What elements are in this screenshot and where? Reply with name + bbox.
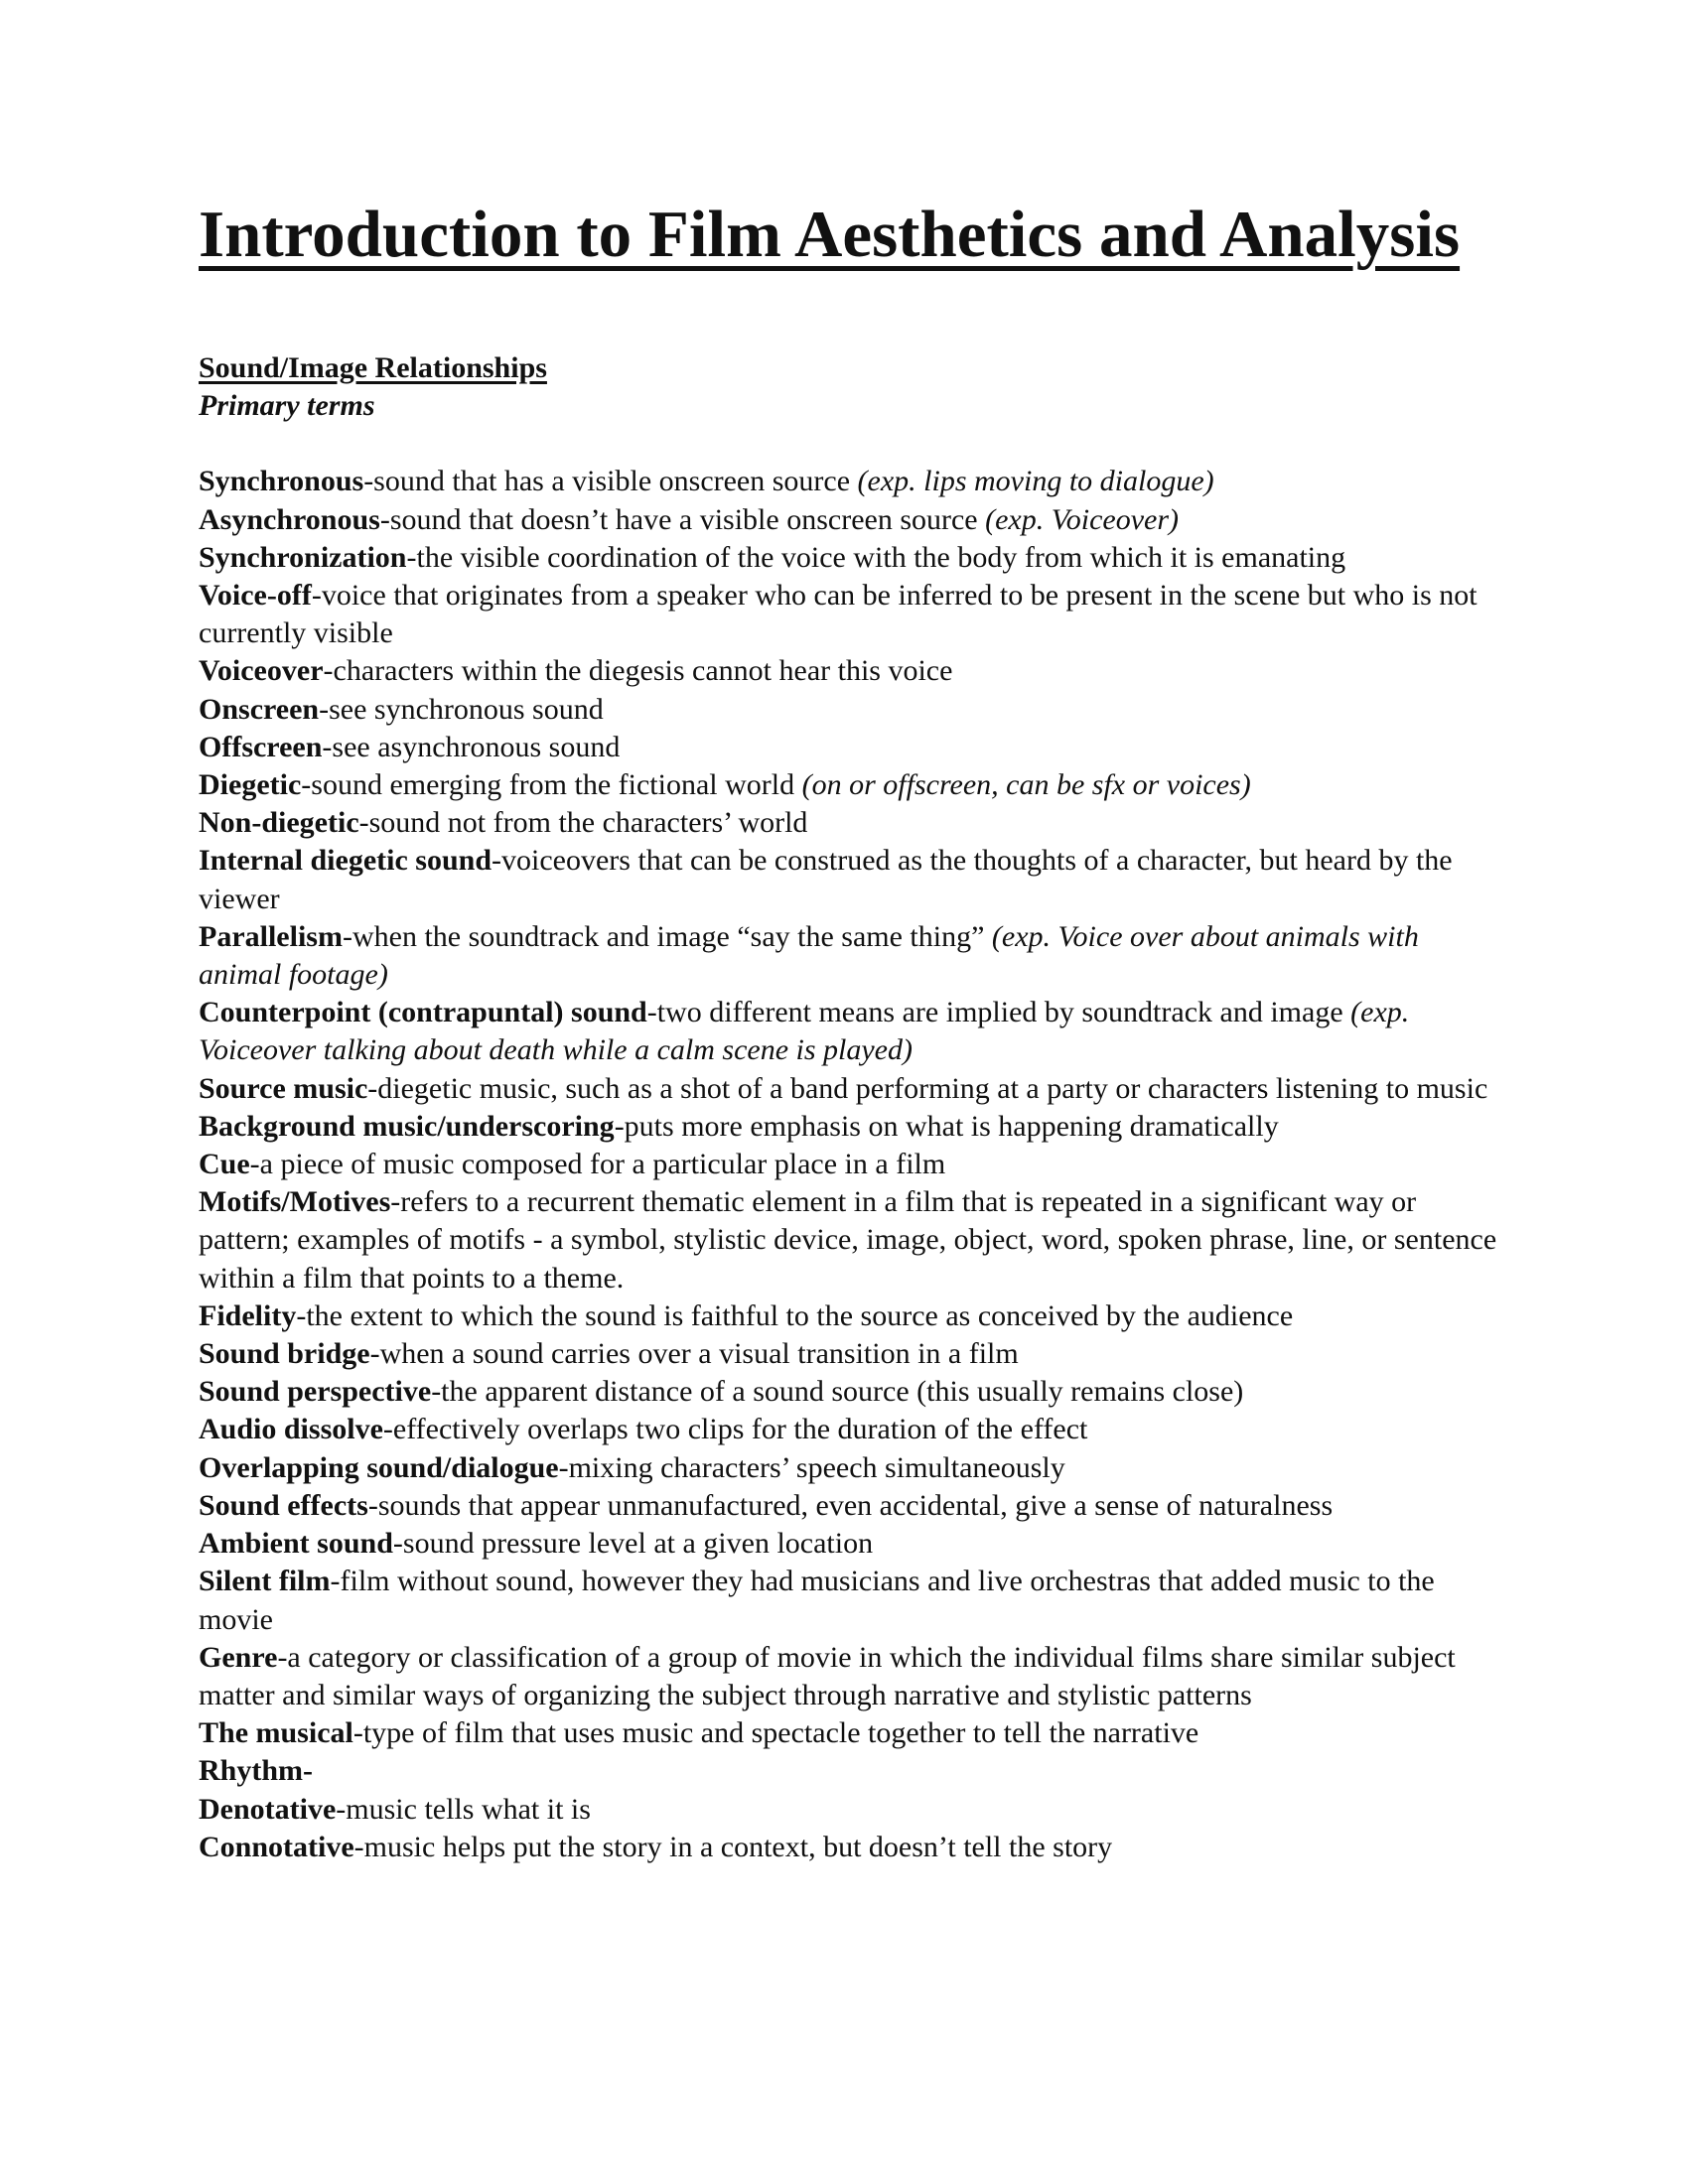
glossary-term: Overlapping sound/dialogue xyxy=(199,1450,559,1484)
glossary-entry xyxy=(199,1070,1499,1108)
glossary-term: Synchronous xyxy=(199,465,364,498)
glossary-term: Counterpoint (contrapuntal) sound xyxy=(199,996,647,1029)
glossary-definition: -sounds that appear unmanufactured, even accidental, give a sense of naturalness xyxy=(367,1488,1334,1522)
glossary-definition: -sound that doesn’t have a visible onscreen source xyxy=(379,502,986,536)
glossary-definition: -sound that has a visible onscreen source xyxy=(363,465,858,498)
glossary-definition: -when a sound carries over a visual transition in a film xyxy=(369,1337,1019,1371)
glossary-entry xyxy=(199,1335,1499,1373)
glossary-entry xyxy=(199,1639,1499,1714)
glossary-definition: -sound not from the characters’ world xyxy=(358,806,808,840)
glossary-entry xyxy=(199,1563,1499,1638)
glossary-term: Asynchronous xyxy=(199,502,380,536)
glossary-example: (exp. Voiceover talking about death while a calm scene is played) xyxy=(199,996,1410,1067)
glossary-definition: -sound pressure level at a given location xyxy=(392,1527,874,1561)
glossary-term: Diegetic xyxy=(199,768,302,802)
glossary-entry xyxy=(199,463,1499,500)
glossary-definition: -see synchronous sound xyxy=(319,692,604,726)
glossary-entry xyxy=(199,766,1499,804)
glossary-definition: -a category or classification of a group of movie in which the individual films share similar subject matter and similar ways of organizing the subject through narrative and stylistic patterns xyxy=(199,1640,1456,1711)
glossary-definition: -characters within the diegesis cannot hear this voice xyxy=(323,654,953,688)
glossary-example: (on or offscreen, can be sfx or voices) xyxy=(801,768,1251,802)
glossary-definition: -voiceovers that can be construed as the thoughts of a character, but heard by the viewer xyxy=(199,844,1453,915)
glossary-entry xyxy=(199,842,1499,917)
glossary-definition: -see asynchronous sound xyxy=(322,730,621,763)
glossary-entry xyxy=(199,691,1499,729)
glossary-entry xyxy=(199,1829,1499,1866)
glossary-term: Rhythm- xyxy=(199,1754,314,1788)
glossary-entry xyxy=(199,1108,1499,1146)
glossary-term: Source music xyxy=(199,1071,368,1105)
glossary-definition: -refers to a recurrent thematic element in a film that is repeated in a significant way or pattern; examples of motifs - a symbol, stylistic device, image, object, word, spoken phrase, line, or sentence within a film that points to a theme. xyxy=(199,1185,1497,1295)
glossary-entry xyxy=(199,1714,1499,1752)
glossary-example: (exp. Voiceover) xyxy=(985,502,1180,536)
section-heading: Sound/Image Relationships xyxy=(199,351,547,384)
glossary-term: Silent film xyxy=(199,1565,331,1598)
glossary-term: Genre xyxy=(199,1640,278,1674)
glossary-entry xyxy=(199,1411,1499,1448)
glossary-term: Sound bridge xyxy=(199,1337,370,1371)
glossary-definition: -puts more emphasis on what is happening dramatically xyxy=(614,1109,1279,1143)
glossary-entry xyxy=(199,994,1499,1069)
glossary-term: Onscreen xyxy=(199,692,320,726)
glossary-definition: -music helps put the story in a context, but doesn’t tell the story xyxy=(353,1830,1113,1863)
glossary-term: Internal diegetic sound xyxy=(199,844,492,878)
glossary-entry xyxy=(199,729,1499,766)
glossary-entry xyxy=(199,577,1499,652)
glossary-definition: -the extent to which the sound is faithful to the source as conceived by the audience xyxy=(296,1298,1294,1332)
glossary-term: Synchronization xyxy=(199,540,407,574)
glossary-definition: -voice that originates from a speaker who can be inferred to be present in the scene but who is not currently visible xyxy=(199,579,1477,650)
glossary-term: Sound perspective xyxy=(199,1375,432,1409)
glossary-definition: -two different means are implied by soundtrack and image xyxy=(646,996,1351,1029)
glossary-term: Connotative xyxy=(199,1830,354,1863)
glossary-term: Parallelism xyxy=(199,919,343,953)
glossary-entry xyxy=(199,501,1499,539)
glossary-term: Offscreen xyxy=(199,730,323,763)
glossary-entry xyxy=(199,804,1499,842)
glossary-entry xyxy=(199,1373,1499,1411)
glossary-term: The musical xyxy=(199,1716,353,1750)
glossary-entry xyxy=(199,1791,1499,1829)
glossary-entry xyxy=(199,1183,1499,1297)
glossary-definition: -diegetic music, such as a shot of a band performing at a party or characters listening to music xyxy=(367,1071,1488,1105)
glossary-entry xyxy=(199,1487,1499,1525)
glossary-term: Ambient sound xyxy=(199,1527,393,1561)
glossary-definition: -effectively overlaps two clips for the duration of the effect xyxy=(382,1413,1088,1446)
glossary-entry xyxy=(199,1525,1499,1563)
glossary-term: Voice-off xyxy=(199,579,312,613)
glossary-entry xyxy=(199,539,1499,577)
glossary-definition: -mixing characters’ speech simultaneously xyxy=(558,1450,1065,1484)
glossary-definition: -the visible coordination of the voice with the body from which it is emanating xyxy=(406,540,1346,574)
glossary-entry xyxy=(199,918,1499,994)
glossary-entry xyxy=(199,1146,1499,1183)
section-subheading: Primary terms xyxy=(199,389,375,423)
glossary-term: Sound effects xyxy=(199,1488,368,1522)
glossary-definition: -when the soundtrack and image “say the same thing” xyxy=(342,919,992,953)
glossary-definition: -the apparent distance of a sound source (this usually remains close) xyxy=(431,1375,1244,1409)
glossary-example: (exp. Voice over about animals with animal footage) xyxy=(199,919,1419,992)
glossary-definition: -sound emerging from the fictional world xyxy=(301,768,802,802)
glossary-example: (exp. lips moving to dialogue) xyxy=(857,465,1214,498)
glossary-term: Background music/underscoring xyxy=(199,1109,615,1143)
glossary-entry xyxy=(199,1297,1499,1335)
glossary-entry xyxy=(199,1752,1499,1790)
glossary-definition: -music tells what it is xyxy=(336,1792,591,1826)
glossary-list xyxy=(199,463,1499,1866)
glossary-definition: -type of film that uses music and spectacle together to tell the narrative xyxy=(352,1716,1199,1750)
glossary-term: Voiceover xyxy=(199,654,324,688)
glossary-term: Denotative xyxy=(199,1792,337,1826)
sound-image-section xyxy=(199,349,1499,1866)
glossary-term: Cue xyxy=(199,1148,250,1181)
glossary-entry xyxy=(199,1449,1499,1487)
glossary-term: Motifs/Motives xyxy=(199,1185,391,1219)
glossary-definition: -a piece of music composed for a particular place in a film xyxy=(249,1148,946,1181)
glossary-term: Fidelity xyxy=(199,1298,297,1332)
glossary-definition: -film without sound, however they had musicians and live orchestras that added music to the movie xyxy=(199,1565,1435,1636)
document-title: Introduction to Film Aesthetics and Analysis xyxy=(199,198,1461,271)
glossary-term: Non-diegetic xyxy=(199,806,359,840)
glossary-term: Audio dissolve xyxy=(199,1413,383,1446)
glossary-entry xyxy=(199,652,1499,690)
